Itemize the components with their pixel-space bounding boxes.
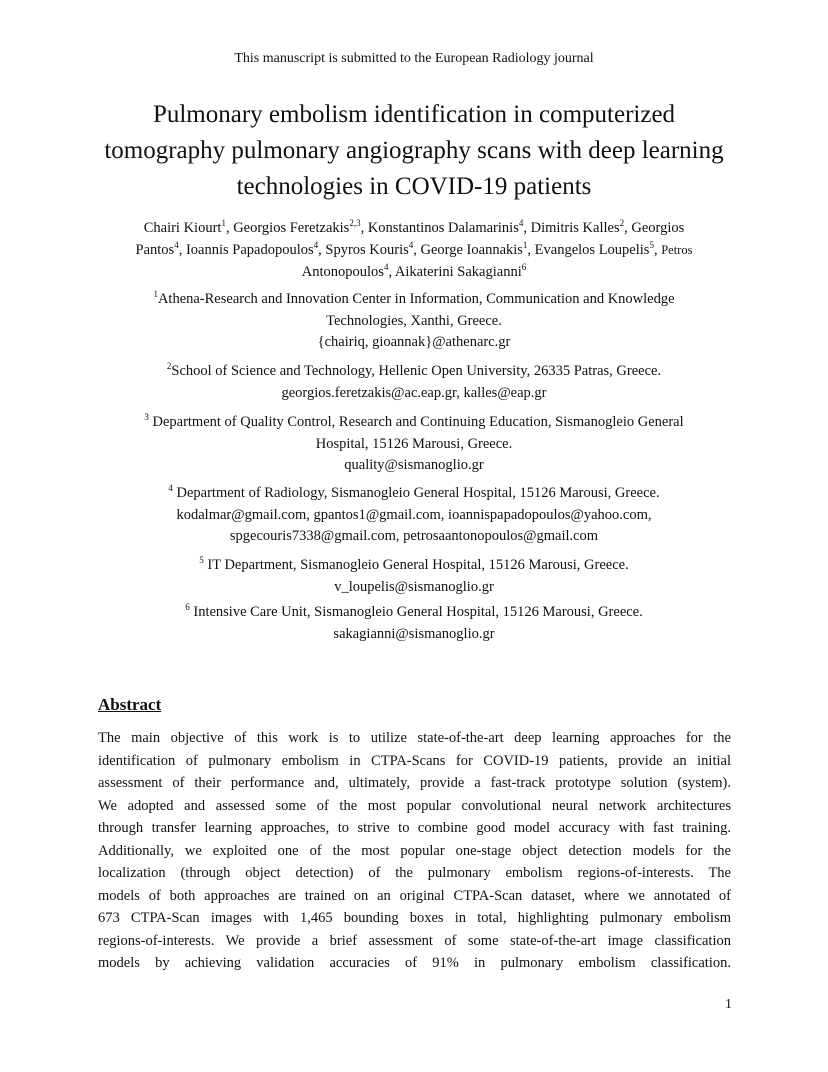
- abstract-line: through transfer learning approaches, to strive to combine good model accuracy with fast training.: [98, 820, 731, 836]
- affiliation-email: georgios.feretzakis@ac.eap.gr, kalles@eap.gr: [281, 384, 547, 401]
- affiliation-4: [70, 483, 758, 548]
- affiliation-line: [70, 289, 758, 311]
- affiliation-text: Department of Quality Control, Research and Continuing Education, Sismanogleio General: [152, 414, 684, 430]
- author-affiliation-mark: 4: [383, 262, 389, 273]
- affiliation-3: [70, 412, 758, 477]
- author-affiliation-mark: 1: [221, 218, 226, 229]
- author-name: , Spyros Kouris: [318, 242, 409, 258]
- title-line: technologies in COVID-19 patients: [236, 173, 592, 200]
- affiliation-mark: 2: [166, 361, 172, 372]
- author-affiliation-mark: 4: [313, 240, 319, 251]
- running-header: This manuscript is submitted to the European Radiology journal: [234, 51, 594, 66]
- affiliation-mark: 1: [153, 289, 158, 300]
- author-affiliation-mark: 4: [518, 218, 524, 229]
- affiliation-text: Intensive Care Unit, Sismanogleio General Hospital, 15126 Marousi, Greece.: [193, 604, 643, 620]
- author-name: , Georgios Feretzakis: [225, 220, 350, 236]
- affiliation-1: [70, 289, 758, 354]
- author-affiliation-mark: 4: [174, 240, 179, 251]
- author-name: , Konstantinos Dalamarinis: [360, 220, 519, 236]
- affiliation-text: Athena-Research and Innovation Center in Information, Communication and Knowledge: [157, 291, 675, 307]
- affiliation-mark: 5: [199, 555, 204, 566]
- affiliation-email: sakagianni@sismanoglio.gr: [333, 625, 495, 642]
- affiliation-email: {chairiq, gioannak}@athenarc.gr: [317, 334, 511, 350]
- affiliation-text: Department of Radiology, Sismanogleio General Hospital, 15126 Marousi, Greece.: [176, 485, 660, 501]
- affiliation-email: kodalmar@gmail.com, gpantos1@gmail.com, ioannispapadopoulos@yahoo.com,: [176, 506, 652, 523]
- author-line: [90, 261, 738, 283]
- abstract-line: 673 CTPA-Scan images with 1,465 bounding boxes in total, highlighting pulmonary embolism: [98, 910, 731, 926]
- abstract-line: The main objective of this work is to utilize state-of-the-art deep learning approaches for the: [98, 730, 731, 746]
- author-affiliation-mark: 2: [619, 218, 625, 229]
- author-affiliation-mark: 4: [408, 240, 414, 251]
- author-affiliation-mark: 6: [521, 262, 527, 273]
- author-affiliation-mark: 2,3: [349, 218, 361, 229]
- paper-title: [60, 97, 768, 205]
- author-line: [90, 239, 738, 261]
- affiliation-line: [70, 555, 758, 577]
- author-name: Pantos: [135, 242, 175, 258]
- affiliation-mark: 6: [185, 602, 190, 613]
- author-name: ,: [653, 242, 658, 258]
- affiliation-line: [70, 483, 758, 505]
- author-name: , George Ioannakis: [413, 242, 523, 258]
- affiliation-email: quality@sismanoglio.gr: [344, 457, 484, 473]
- abstract-line: Additionally, we exploited one of the most popular one-stage object detection models for the: [98, 842, 731, 859]
- abstract-line: regions-of-interests. We provide a brief assessment of some state-of-the-art image classification: [98, 932, 731, 949]
- abstract-line: We adopted and assessed some of the most popular convolutional neural network architectures: [98, 797, 731, 814]
- affiliation-6: [70, 602, 758, 645]
- page-number: 1: [725, 997, 732, 1012]
- affiliation-mark: 3: [144, 412, 149, 423]
- abstract-line: identification of pulmonary embolism in CTPA-Scans for COVID-19 patients, provide an initial: [98, 752, 731, 769]
- author-name-small: Petros: [661, 243, 693, 257]
- author-name: , Aikaterini Sakagianni: [388, 264, 522, 280]
- author-name: , Dimitris Kalles: [523, 220, 620, 236]
- author-name: Antonopoulos: [301, 264, 384, 280]
- affiliation-5: [70, 555, 758, 598]
- abstract-heading: Abstract: [98, 695, 162, 714]
- author-name: , Georgios: [624, 220, 685, 236]
- title-line: Pulmonary embolism identification in computerized: [152, 101, 676, 128]
- author-name: , Evangelos Loupelis: [527, 242, 650, 258]
- author-affiliation-mark: 5: [649, 240, 654, 251]
- author-name: , Ioannis Papadopoulos: [178, 242, 314, 258]
- affiliation-2: [70, 361, 758, 404]
- author-line: [90, 217, 738, 239]
- affiliation-email: v_loupelis@sismanoglio.gr: [334, 578, 494, 595]
- abstract-line: models of both approaches are trained on an original CTPA-Scan dataset, where we annotated of: [98, 887, 731, 904]
- title-line: tomography pulmonary angiography scans with deep learning: [104, 137, 724, 164]
- author-affiliation-mark: 1: [522, 240, 528, 251]
- abstract-line: assessment of their performance and, ultimately, provide a fast-track prototype solution (system).: [98, 775, 731, 791]
- affiliation-mark: 4: [168, 483, 173, 494]
- affiliation-line: [70, 361, 758, 383]
- author-name: Chairi Kiourt: [143, 220, 222, 236]
- abstract-line: models by achieving validation accuracies of 91% in pulmonary embolism classification.: [98, 955, 731, 971]
- author-list: [90, 217, 738, 283]
- affiliation-line: [70, 412, 758, 434]
- affiliation-line: Technologies, Xanthi, Greece.: [326, 312, 502, 329]
- affiliation-line: [70, 602, 758, 624]
- affiliation-email: spgecouris7338@gmail.com, petrosaantonopoulos@gmail.com: [229, 528, 599, 544]
- abstract-line: localization (through object detection) of the pulmonary embolism regions-of-interests. The: [98, 865, 731, 881]
- affiliation-line: Hospital, 15126 Marousi, Greece.: [315, 435, 513, 452]
- abstract-body: [98, 727, 731, 975]
- affiliation-text: IT Department, Sismanogleio General Hospital, 15126 Marousi, Greece.: [207, 557, 629, 573]
- affiliation-text: School of Science and Technology, Hellenic Open University, 26335 Patras, Greece.: [171, 363, 662, 379]
